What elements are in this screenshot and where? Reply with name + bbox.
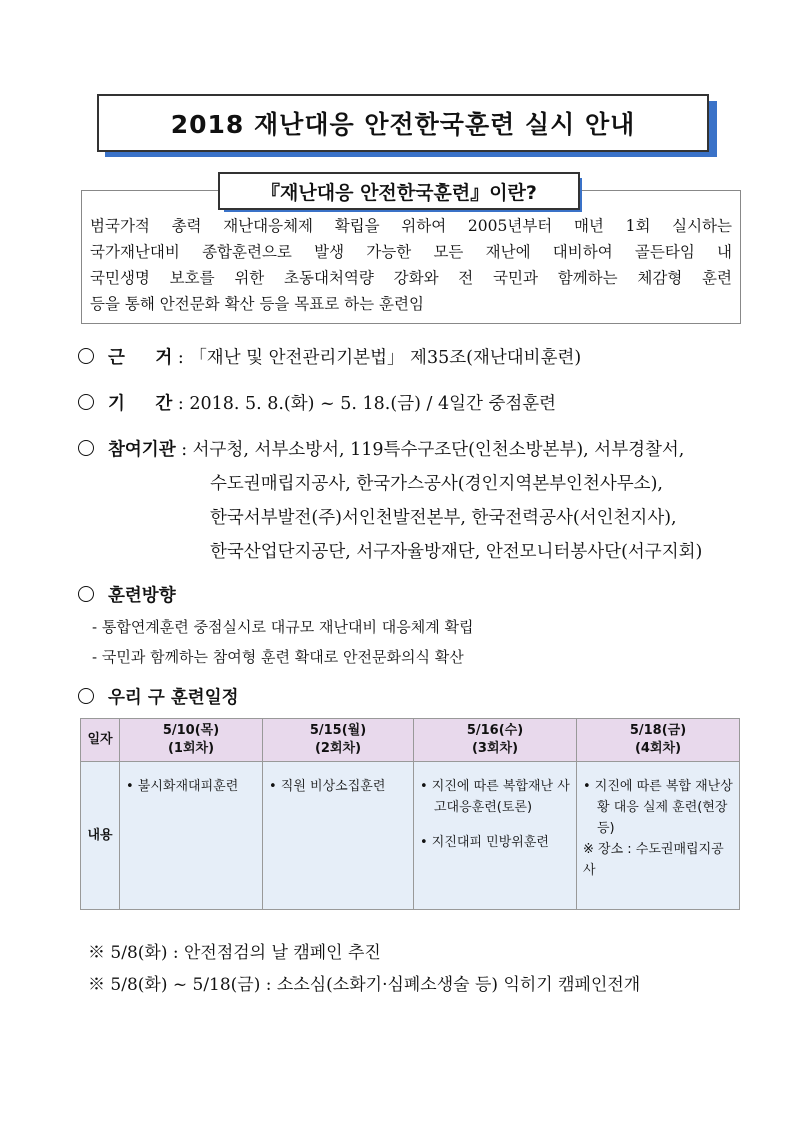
definition-line: 국민생명 보호를 위한 초동대처역량 강화와 전 국민과 함께하는 체감형 훈련 <box>90 269 732 287</box>
definition-line: 국가재난대비 종합훈련으로 발생 가능한 모든 재난에 대비하여 골든타임 내 <box>90 243 732 261</box>
day-header <box>414 719 577 762</box>
direction-item: - 국민과 함께하는 참여형 훈련 확대로 안전문화의식 확산 <box>92 648 464 666</box>
schedule-row <box>78 684 239 709</box>
schedule-item: • 지진대피 민방위훈련 <box>420 835 549 850</box>
remark-line: ※ 5/8(화) ~ 5/18(금) : 소소심(소화기·심폐소생술 등) 익히기 캠페인전개 <box>88 975 641 995</box>
direction-row <box>78 582 176 607</box>
page-title: 2018 재난대응 안전한국훈련 실시 안내 <box>97 94 709 152</box>
circle-bullet-icon <box>78 440 94 456</box>
day-round: (3회차) <box>471 741 519 756</box>
schedule-label: 우리 구 훈련일정 <box>108 688 239 708</box>
definition-line: 등을 통해 안전문화 확산 등을 목표로 하는 훈련임 <box>90 295 424 313</box>
circle-bullet-icon <box>78 688 94 704</box>
participants-row: 참여기관 : 서구청, 서부소방서, 119특수구조단(인천소방본부), 서부경찰서, <box>78 436 684 461</box>
participants-line: 한국서부발전(주)서인천발전본부, 한국전력공사(서인천지사), <box>210 508 677 528</box>
schedule-content-row <box>81 762 740 910</box>
circle-bullet-icon <box>78 394 94 410</box>
schedule-header-row <box>81 719 740 762</box>
day-content <box>414 762 577 910</box>
circle-bullet-icon <box>78 348 94 364</box>
definition-text <box>90 213 732 317</box>
basis-label: 근 거 <box>108 348 173 368</box>
day-round: (4회차) <box>634 741 682 756</box>
definition-line: 범국가적 총력 재난대응체제 확립을 위하여 2005년부터 매년 1회 실시하는 <box>90 217 732 235</box>
schedule-item: • 불시화재대피훈련 <box>126 779 239 794</box>
day-header <box>577 719 740 762</box>
definition-label: 『재난대응 안전한국훈련』이란? <box>218 172 580 210</box>
day-date: 5/10(목) <box>162 723 220 738</box>
schedule-item: • 지진에 따른 복합재난 사고대응훈련(토론) <box>420 779 570 815</box>
participants-line: 한국산업단지공단, 서구자율방재단, 안전모니터봉사단(서구지회) <box>210 542 703 562</box>
basis-row: 근 거 : 「재난 및 안전관리기본법」 제35조(재난대비훈련) <box>78 344 581 369</box>
day-content <box>263 762 414 910</box>
day-round: (2회차) <box>314 741 362 756</box>
day-date: 5/15(월) <box>309 723 367 738</box>
direction-item: - 통합연계훈련 중점실시로 대규모 재난대비 대응체계 확립 <box>92 618 474 636</box>
day-date: 5/16(수) <box>466 723 524 738</box>
period-label: 기 간 <box>108 394 173 414</box>
direction-label: 훈련방향 <box>108 586 176 606</box>
participants-line: 수도권매립지공사, 한국가스공사(경인지역본부인천사무소), <box>210 474 663 494</box>
day-content <box>577 762 740 910</box>
day-round: (1회차) <box>167 741 215 756</box>
remark-line: ※ 5/8(화) : 안전점검의 날 캠페인 추진 <box>88 943 381 963</box>
schedule-note: ※ 장소 : 수도권매립지공사 <box>583 842 724 878</box>
title-banner <box>97 94 715 156</box>
day-header <box>263 719 414 762</box>
basis-value: 「재난 및 안전관리기본법」 제35조(재난대비훈련) <box>189 348 582 368</box>
circle-bullet-icon <box>78 586 94 602</box>
schedule-item: • 지진에 따른 복합 재난상황 대응 실제 훈련(현장 등) <box>583 779 733 836</box>
participants-line: 서구청, 서부소방서, 119특수구조단(인천소방본부), 서부경찰서, <box>192 440 685 460</box>
period-row: 기 간 : 2018. 5. 8.(화) ~ 5. 18.(금) / 4일간 중점훈련 <box>78 390 556 415</box>
day-content <box>120 762 263 910</box>
day-header <box>120 719 263 762</box>
schedule-item: • 직원 비상소집훈련 <box>269 779 386 794</box>
date-row-header: 일자 <box>81 719 120 762</box>
day-date: 5/18(금) <box>629 723 687 738</box>
schedule-table <box>80 718 740 910</box>
period-value: 2018. 5. 8.(화) ~ 5. 18.(금) / 4일간 중점훈련 <box>189 394 557 414</box>
content-row-header: 내용 <box>81 762 120 910</box>
participants-label: 참여기관 <box>108 440 176 460</box>
